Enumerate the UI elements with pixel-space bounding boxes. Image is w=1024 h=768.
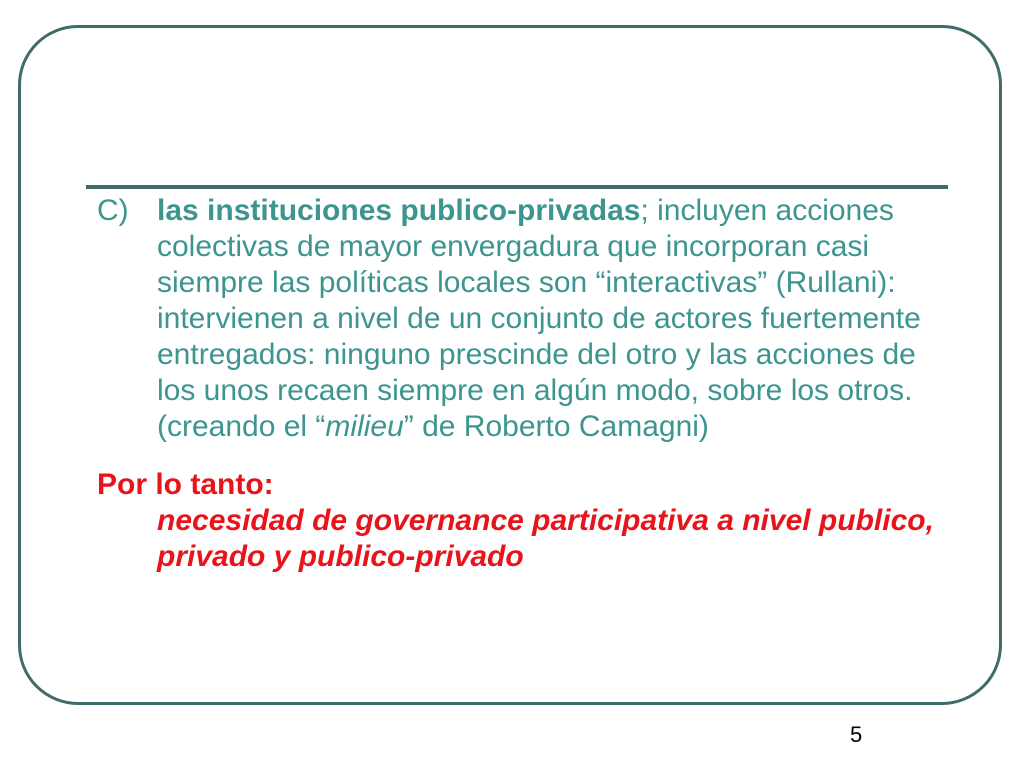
milieu-term: milieu [325, 410, 404, 443]
item-heading: las instituciones publico-privadas [157, 194, 641, 227]
item-description-end: ” de Roberto Camagni) [403, 410, 709, 443]
therefore-heading: Por lo tanto: [97, 468, 274, 501]
slide-number: 5 [850, 722, 863, 747]
list-marker: C) [97, 194, 129, 227]
slide-content [97, 193, 957, 575]
item-description: ; incluyen acciones colectivas de mayor envergadura que incorporan casi siempre las políticas locales son “interactivas” (Rullani): intervienen a nivel de un conjunto de actores fuertemente entregados: ninguno prescinde del otro y las acciones de los unos recaen siempre en algún modo, sobre los otros. (creando el “ [157, 194, 921, 443]
title-divider [86, 185, 948, 189]
conclusion-text: necesidad de governance participativa a nivel publico, privado y publico-privado [157, 504, 934, 573]
list-item-c [97, 193, 957, 445]
list-item-text [157, 193, 957, 445]
